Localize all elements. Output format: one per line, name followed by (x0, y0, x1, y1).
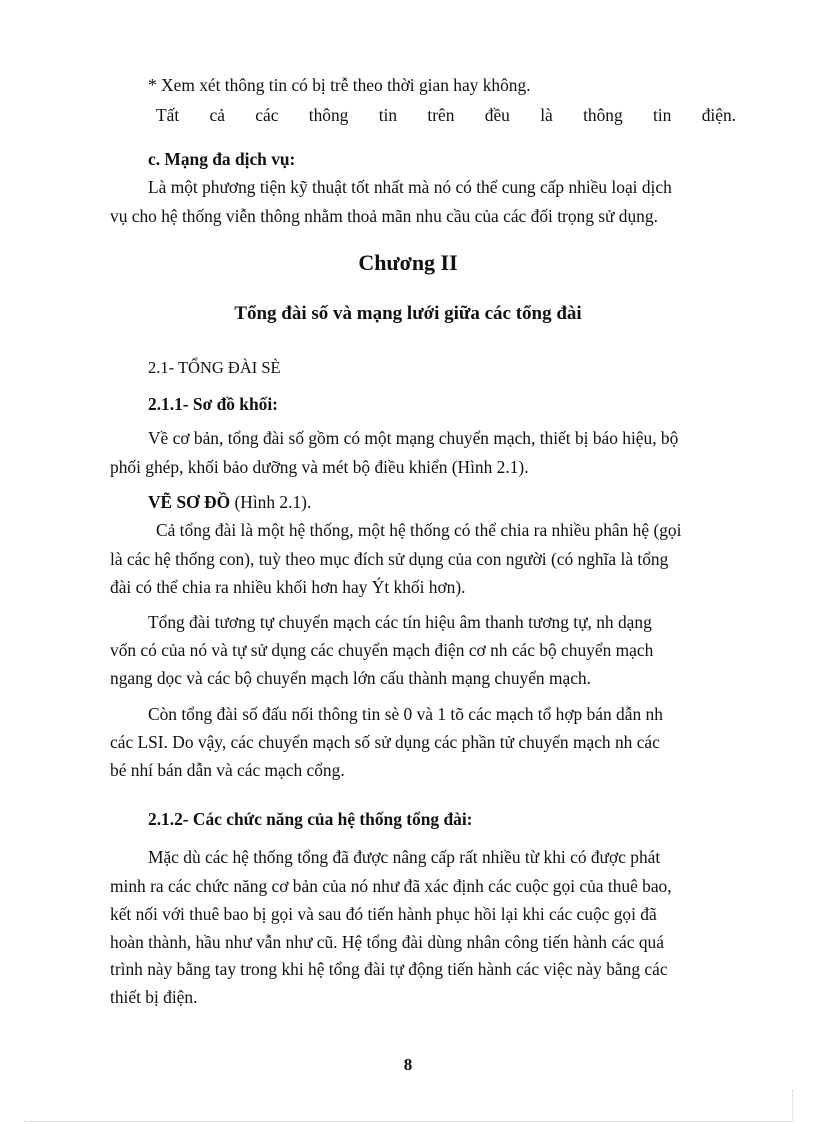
section-2-1-2-heading: 2.1.2- Các chức năng của hệ thống tổng đài: (148, 809, 473, 829)
s211-p4-line-3: bé nhí bán dẫn và các mạch cổng. (110, 760, 345, 780)
s211-p3-line-2: vốn có của nó và tự sử dụng các chuyển mạch điện cơ nh các bộ chuyển mạch (110, 640, 654, 660)
page-right-border (792, 1090, 793, 1122)
s211-p4-line-1: Còn tổng đài số đấu nối thông tin sè 0 và 1 tõ các mạch tổ hợp bán dẫn nh (148, 704, 663, 724)
s212-line-5: trình này bằng tay trong khi hệ tổng đài tự động tiến hành các việc này bằng các (110, 959, 668, 979)
intro-line-1: * Xem xét thông tin có bị trễ theo thời gian hay không. (148, 75, 531, 95)
s211-p2-line-3: đài có thể chia ra nhiều khối hơn hay Ýt khối hơn). (110, 577, 466, 597)
chapter-subtitle: Tổng đài số và mạng lưới giữa các tổng đài (234, 303, 582, 324)
s211-p2-line-2: là các hệ thống con), tuỳ theo mục đích sử dụng của con người (có nghĩa là tổng (110, 549, 669, 569)
chapter-title: Chương II (358, 250, 458, 275)
s211-p3-line-1: Tổng đài tương tự chuyển mạch các tín hiệu âm thanh tương tự, nh dạng (148, 612, 652, 632)
diagram-figure-ref: (Hình 2.1). (230, 492, 312, 512)
s212-line-2: minh ra các chức năng cơ bản của nó như đã xác định các cuộc gọi của thuê bao, (110, 876, 672, 896)
s211-p4-line-2: các LSI. Do vậy, các chuyển mạch số sử dụng các phần tử chuyển mạch nh các (110, 732, 660, 752)
s212-line-6: thiết bị điện. (110, 987, 198, 1007)
s212-line-4: hoàn thành, hầu như vẫn như cũ. Hệ tổng đài dùng nhân công tiến hành các quá (110, 932, 664, 952)
diagram-placeholder-label: VẼ SƠ ĐỒ (148, 492, 231, 512)
s211-p3-line-3: ngang dọc và các bộ chuyển mạch lớn cấu thành mạng chuyển mạch. (110, 668, 591, 688)
section-2-1-1-heading: 2.1.1- Sơ đồ khối: (148, 394, 278, 414)
section-c-line-2: vụ cho hệ thống viễn thông nhằm thoả mãn nhu cầu của các đối trọng sử dụng. (110, 206, 658, 226)
intro-line-2: Tất cả các thông tin trên đều là thông tin điện. (156, 105, 736, 125)
s212-line-3: kết nối với thuê bao bị gọi và sau đó tiến hành phục hồi lại khi các cuộc gọi đã (110, 904, 657, 924)
page-number: 8 (403, 1055, 413, 1074)
diagram-placeholder-line (148, 491, 311, 513)
s212-line-1: Mặc dù các hệ thống tổng đã được nâng cấp rất nhiều từ khi có được phát (148, 847, 661, 867)
section-2-1-heading: 2.1- TỔNG ĐÀI SÈ (148, 358, 281, 377)
page-bottom-border (24, 1121, 792, 1122)
s211-p2-line-1: Cả tổng đài là một hệ thống, một hệ thống có thể chia ra nhiều phân hệ (gọi (156, 520, 682, 540)
section-c-heading: c. Mạng đa dịch vụ: (148, 149, 296, 169)
s211-p1-line-1: Về cơ bản, tổng đài số gồm có một mạng chuyển mạch, thiết bị báo hiệu, bộ (148, 428, 679, 448)
s211-p1-line-2: phối ghép, khối bảo dưỡng và mét bộ điều khiển (Hình 2.1). (110, 457, 529, 477)
section-c-line-1: Là một phương tiện kỹ thuật tốt nhất mà nó có thể cung cấp nhiều loại dịch (148, 177, 672, 197)
